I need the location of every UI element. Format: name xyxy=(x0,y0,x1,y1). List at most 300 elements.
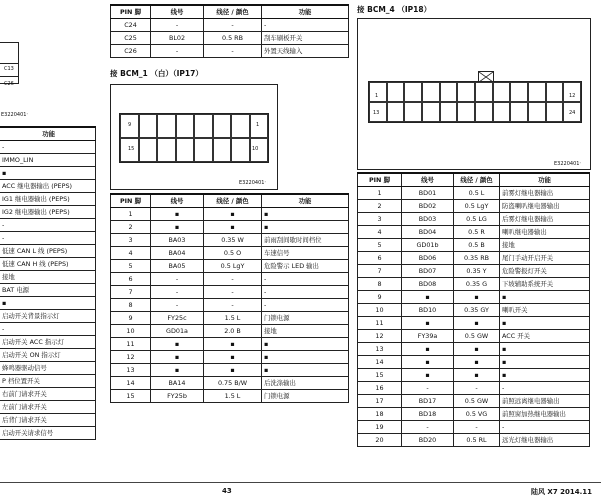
bcm4-table-row-cell: 下坡辅助系统开关 xyxy=(500,278,590,291)
left-table-row-cell: 右前门请求开关 xyxy=(0,388,96,401)
col-function: 功能 xyxy=(262,5,349,19)
bcm4-pin-table xyxy=(357,172,590,447)
bcm1-table-row-cell: - xyxy=(262,286,349,299)
bcm4-table-row-cell: ▪ xyxy=(500,317,590,330)
bcm4-table-row-cell: ▪ xyxy=(500,356,590,369)
bcm4-table-row-cell: 16 xyxy=(358,382,402,395)
bcm4-table-row-cell: - xyxy=(500,382,590,395)
bcm4-table-row-cell: 4 xyxy=(358,226,402,239)
bcm4-table-row-cell: ▪ xyxy=(402,317,454,330)
bcm4-table-row-cell: BD01 xyxy=(402,187,454,200)
bcm4-table-row-cell: 0.35 GY xyxy=(454,304,500,317)
bcm4-table-row-cell: 尾门手动开启开关 xyxy=(500,252,590,265)
connector-pin-cavity xyxy=(528,102,546,122)
bcm4-table-row-cell: ACC 开关 xyxy=(500,330,590,343)
left-table-row-cell: 后背门请求开关 xyxy=(0,414,96,427)
left-table-row-cell: ▪ xyxy=(0,167,96,180)
connector-pin-cavity xyxy=(493,102,511,122)
left-table-row-cell: 蜂鸣器驱动信号 xyxy=(0,362,96,375)
bcm1-table-row-cell: ▪ xyxy=(151,364,204,377)
bcm4-table-row-cell: ▪ xyxy=(402,356,454,369)
bcm4-table-row xyxy=(358,252,590,265)
bcm4-table-row xyxy=(358,434,590,447)
bcm1-table-row xyxy=(111,299,349,312)
bcm1-table-row-cell: ▪ xyxy=(262,351,349,364)
bcm4-col-gauge: 线径 / 颜色 xyxy=(454,173,500,187)
bcm1-title: 接 BCM_1 （白）（IP17） xyxy=(110,69,203,78)
top-table-row-cell: - xyxy=(204,45,262,58)
bcm4-table-row-cell: ▪ xyxy=(454,369,500,382)
bcm1-table-row-cell: 0.75 B/W xyxy=(204,377,262,390)
bcm4-label-12: 12 xyxy=(569,93,576,99)
top-table-row-cell: C25 xyxy=(111,32,151,45)
bcm4-table-row-cell: 0.5 LgY xyxy=(454,200,500,213)
bcm4-table-row-cell: 喇叭开关 xyxy=(500,304,590,317)
bcm1-table-row-cell: 前雨刮间歇时间档位 xyxy=(262,234,349,247)
bcm4-col-function: 功能 xyxy=(500,173,590,187)
bcm4-table-row-cell: ▪ xyxy=(454,317,500,330)
left-table-row-cell: BAT 电源 xyxy=(0,284,96,297)
bcm4-table-row xyxy=(358,291,590,304)
top-middle-table xyxy=(110,4,349,58)
left-table-row-cell: 启动开关 ACC 指示灯 xyxy=(0,336,96,349)
top-table-row-cell: - xyxy=(151,45,204,58)
connector-pin-cavity xyxy=(563,82,581,102)
bcm1-table-row-cell: BA14 xyxy=(151,377,204,390)
bcm4-table-row-cell: 0.5 VG xyxy=(454,408,500,421)
bcm4-table-row-cell: ▪ xyxy=(402,291,454,304)
bcm1-table-row-cell: 1.5 L xyxy=(204,390,262,403)
left-table-row xyxy=(0,245,96,258)
bcm4-label-13: 13 xyxy=(373,110,380,116)
bcm4-table-row-cell: - xyxy=(402,421,454,434)
left-table-row xyxy=(0,219,96,232)
bcm4-title: 接 BCM_4 （IP18） xyxy=(357,5,432,14)
bcm4-table-row-cell: BD20 xyxy=(402,434,454,447)
bcm1-col-pin: PIN 脚 xyxy=(111,194,151,208)
bcm1-table-row-cell: - xyxy=(151,286,204,299)
bcm1-table-row-cell: - xyxy=(262,273,349,286)
bcm1-table-row-cell: - xyxy=(204,299,262,312)
connector-pin-cavity xyxy=(475,82,493,102)
bcm1-table-row-cell: ▪ xyxy=(262,208,349,221)
connector-pin-cavity xyxy=(457,82,475,102)
connector-pin-cavity xyxy=(139,138,158,162)
connector-pin-cavity xyxy=(546,82,564,102)
bcm4-table-row xyxy=(358,330,590,343)
bcm4-table-row-cell: BD03 xyxy=(402,213,454,226)
top-table-row-cell: C26 xyxy=(111,45,151,58)
bcm4-table-row xyxy=(358,304,590,317)
left-table-row-cell: 启动开关 ON 指示灯 xyxy=(0,349,96,362)
left-table-row xyxy=(0,362,96,375)
bcm4-table-row-cell: 0.35 Y xyxy=(454,265,500,278)
bcm1-table-row-cell: ▪ xyxy=(204,364,262,377)
bcm4-table-row xyxy=(358,278,590,291)
col-wire: 线号 xyxy=(151,5,204,19)
left-table-row-cell: - xyxy=(0,323,96,336)
bcm4-table-row-cell: 0.5 LG xyxy=(454,213,500,226)
bcm1-pin-table xyxy=(110,193,349,403)
bcm4-table-row-cell: BD17 xyxy=(402,395,454,408)
bcm4-table-row xyxy=(358,200,590,213)
bcm4-table-row xyxy=(358,239,590,252)
bcm4-table-row-cell: ▪ xyxy=(500,369,590,382)
bcm4-table-row xyxy=(358,187,590,200)
bcm4-col-pin: PIN 脚 xyxy=(358,173,402,187)
left-table-row-cell: ▪ xyxy=(0,297,96,310)
connector-pin-cavity xyxy=(231,138,250,162)
left-table-row-cell: IG2 继电器输出 (PEPS) xyxy=(0,206,96,219)
left-function-table xyxy=(0,126,96,440)
left-table-row-cell: 左前门请求开关 xyxy=(0,401,96,414)
bcm1-table-row-cell: - xyxy=(151,299,204,312)
left-table-row xyxy=(0,297,96,310)
bcm1-table-row-cell: 2.0 B xyxy=(204,325,262,338)
connector-pin-cavity xyxy=(510,102,528,122)
bcm1-table-row-cell: ▪ xyxy=(151,221,204,234)
connector-pin-cavity xyxy=(139,114,158,138)
bcm4-table-row-cell: 后雾灯继电器输出 xyxy=(500,213,590,226)
left-table-row xyxy=(0,258,96,271)
bcm1-table-row xyxy=(111,221,349,234)
bcm4-table-row-cell: ▪ xyxy=(500,343,590,356)
bcm1-table-row xyxy=(111,325,349,338)
connector-pin-cavity xyxy=(422,82,440,102)
connector-pin-cavity xyxy=(176,114,195,138)
bcm1-col-wire: 线号 xyxy=(151,194,204,208)
bcm4-table-row-cell: BD10 xyxy=(402,304,454,317)
bcm1-table-row-cell: ▪ xyxy=(151,351,204,364)
bcm1-table-row-cell: ▪ xyxy=(262,364,349,377)
bcm4-table-row-cell: BD18 xyxy=(402,408,454,421)
bcm4-table-row-cell: BD04 xyxy=(402,226,454,239)
bcm4-table-row-cell: ▪ xyxy=(402,369,454,382)
left-table-row xyxy=(0,271,96,284)
bcm1-table-row-cell: GD01a xyxy=(151,325,204,338)
bcm1-table-row-cell: 危险警示 LED 输出 xyxy=(262,260,349,273)
bcm1-table-row-cell: FY25c xyxy=(151,312,204,325)
left-table-row-cell: 启动开关请求信号 xyxy=(0,427,96,440)
left-table-row xyxy=(0,427,96,440)
bcm1-table-row-cell: 12 xyxy=(111,351,151,364)
left-table-row xyxy=(0,180,96,193)
bcm4-table-row-cell: 接地 xyxy=(500,239,590,252)
bcm4-table-row-cell: ▪ xyxy=(454,291,500,304)
left-table-row xyxy=(0,388,96,401)
left-table-row xyxy=(0,141,96,154)
bcm4-image-code: E3220401‧ xyxy=(554,161,582,167)
bcm1-table-row-cell: 8 xyxy=(111,299,151,312)
bcm1-table-row xyxy=(111,338,349,351)
bcm4-table-row-cell: 19 xyxy=(358,421,402,434)
bcm4-table-row-cell: BD08 xyxy=(402,278,454,291)
connector-pin-cavity xyxy=(213,138,232,162)
bcm1-table-row-cell: ▪ xyxy=(204,208,262,221)
bcm1-table-row-cell: ▪ xyxy=(262,221,349,234)
bcm1-table-row xyxy=(111,312,349,325)
bcm1-table-row-cell: 4 xyxy=(111,247,151,260)
left-table-row xyxy=(0,349,96,362)
bcm4-table-row-cell: BD07 xyxy=(402,265,454,278)
bcm4-table-row-cell: 7 xyxy=(358,265,402,278)
bcm1-table-row-cell: BA03 xyxy=(151,234,204,247)
bcm1-col-gauge: 线径 / 颜色 xyxy=(204,194,262,208)
bcm4-table-row-cell: 防盗喇叭继电器输出 xyxy=(500,200,590,213)
left-table-row xyxy=(0,232,96,245)
footer-rule xyxy=(0,482,601,483)
bcm1-table-row xyxy=(111,273,349,286)
bcm1-connector-body xyxy=(119,113,269,163)
bcm1-table-row-cell: 9 xyxy=(111,312,151,325)
bcm1-table-row-cell: BA05 xyxy=(151,260,204,273)
bcm4-table-row-cell: BD02 xyxy=(402,200,454,213)
col-gauge: 线径 / 颜色 xyxy=(204,5,262,19)
bcm4-connector-frame xyxy=(357,18,591,170)
bcm4-table-row-cell: ▪ xyxy=(402,343,454,356)
connector-pin-cavity xyxy=(440,82,458,102)
bcm1-table-row-cell: 接地 xyxy=(262,325,349,338)
bcm4-table-row xyxy=(358,408,590,421)
top-table-row xyxy=(111,32,349,45)
bcm1-table-row-cell: FY25b xyxy=(151,390,204,403)
bcm1-table-row-cell: 1.5 L xyxy=(204,312,262,325)
bcm4-table-row-cell: 9 xyxy=(358,291,402,304)
bcm1-label-10: 10 xyxy=(252,146,259,152)
conn-label-c13: C13 xyxy=(4,66,14,72)
connector-pin-cavity xyxy=(422,102,440,122)
bcm4-table-row-cell: 0.35 G xyxy=(454,278,500,291)
left-image-code: E3220401‧ xyxy=(1,112,29,118)
left-table-row-cell: P 档位置开关 xyxy=(0,375,96,388)
connector-pin-cavity xyxy=(387,82,405,102)
bcm4-table-row-cell: 前照窗加热继电器输出 xyxy=(500,408,590,421)
bcm4-table-row xyxy=(358,369,590,382)
bcm4-table-row-cell: 前雾灯继电器输出 xyxy=(500,187,590,200)
bcm1-table-row xyxy=(111,260,349,273)
page-number: 43 xyxy=(222,487,232,495)
connector-pin-cavity xyxy=(404,102,422,122)
bcm4-table-row-cell: 12 xyxy=(358,330,402,343)
bcm1-table-row-cell: - xyxy=(204,273,262,286)
bcm1-table-row-cell: 2 xyxy=(111,221,151,234)
left-table-row xyxy=(0,375,96,388)
bcm1-table-row-cell: 0.5 LgY xyxy=(204,260,262,273)
left-table-row xyxy=(0,167,96,180)
bcm4-table-row-cell: - xyxy=(454,421,500,434)
bcm4-table-row-cell: 0.5 RL xyxy=(454,434,500,447)
left-table-row-cell: - xyxy=(0,232,96,245)
top-table-row-cell: 外置天线输入 xyxy=(262,45,349,58)
bcm4-table-row-cell: 0.5 GW xyxy=(454,330,500,343)
left-table-row xyxy=(0,284,96,297)
connector-pin-cavity xyxy=(194,114,213,138)
bcm1-table-row-cell: 车速信号 xyxy=(262,247,349,260)
top-table-row-cell: - xyxy=(151,19,204,32)
bcm1-table-row xyxy=(111,234,349,247)
bcm1-label-15: 15 xyxy=(128,146,135,152)
connector-pin-cavity xyxy=(404,82,422,102)
connector-pin-cavity xyxy=(176,138,195,162)
connector-pin-cavity xyxy=(231,114,250,138)
bcm4-table-row-cell: 18 xyxy=(358,408,402,421)
top-table-row xyxy=(111,45,349,58)
left-connector-diagram xyxy=(0,42,19,87)
connector-pin-cavity xyxy=(387,102,405,122)
connector-pin-cavity xyxy=(457,102,475,122)
bcm4-table-row-cell: ▪ xyxy=(454,356,500,369)
bcm1-col-function: 功能 xyxy=(262,194,349,208)
connector-pin-cavity xyxy=(528,82,546,102)
bcm1-table-row-cell: 0.35 W xyxy=(204,234,262,247)
bcm4-table-row-cell: 0.5 B xyxy=(454,239,500,252)
top-table-row-cell: C24 xyxy=(111,19,151,32)
connector-pin-cavity xyxy=(510,82,528,102)
bcm1-table-row xyxy=(111,208,349,221)
left-table-row-cell: - xyxy=(0,219,96,232)
conn-label-c26: C26 xyxy=(4,81,14,87)
bcm1-table-row-cell: 3 xyxy=(111,234,151,247)
top-table-row-cell: 刮车刷板开关 xyxy=(262,32,349,45)
connector-pin-cavity xyxy=(369,82,387,102)
bcm4-table-row-cell: 1 xyxy=(358,187,402,200)
connector-pin-cavity xyxy=(493,82,511,102)
bcm4-table-row-cell: 6 xyxy=(358,252,402,265)
bcm1-connector-frame xyxy=(110,84,278,190)
bcm4-table-row-cell: 17 xyxy=(358,395,402,408)
bcm1-table-row xyxy=(111,364,349,377)
left-table-row-cell: 接地 xyxy=(0,271,96,284)
bcm4-table-row-cell: 0.5 L xyxy=(454,187,500,200)
left-table-row-cell: 低速 CAN H 线 (PEPS) xyxy=(0,258,96,271)
brand-edition: 陆风 X7 2014.11 xyxy=(531,488,593,496)
left-table-row xyxy=(0,336,96,349)
bcm1-table-row-cell: 0.5 O xyxy=(204,247,262,260)
left-table-row-cell: - xyxy=(0,141,96,154)
bcm4-col-wire: 线号 xyxy=(402,173,454,187)
bcm4-table-row-cell: 危险警报灯开关 xyxy=(500,265,590,278)
bcm4-connector-body xyxy=(368,81,582,123)
bcm1-table-row xyxy=(111,286,349,299)
bcm4-table-row xyxy=(358,395,590,408)
bcm4-table-row-cell: 0.35 RB xyxy=(454,252,500,265)
bcm1-table-row-cell: 10 xyxy=(111,325,151,338)
top-table-row-cell: BL02 xyxy=(151,32,204,45)
left-table-row-cell: IG1 继电器输出 (PEPS) xyxy=(0,193,96,206)
bcm4-table-row-cell: - xyxy=(454,382,500,395)
left-table-row-cell: ACC 继电器输出 (PEPS) xyxy=(0,180,96,193)
connector-pin-cavity xyxy=(546,102,564,122)
bcm4-table-row-cell: ▪ xyxy=(454,343,500,356)
bcm1-table-row-cell: - xyxy=(151,273,204,286)
left-table-row xyxy=(0,310,96,323)
bcm4-table-row xyxy=(358,213,590,226)
bcm1-table-row-cell: 1 xyxy=(111,208,151,221)
left-table-row xyxy=(0,401,96,414)
bcm4-table-row-cell: - xyxy=(402,382,454,395)
bcm4-table-row-cell: 5 xyxy=(358,239,402,252)
connector-pin-cavity xyxy=(194,138,213,162)
top-table-row xyxy=(111,19,349,32)
top-table-row-cell: - xyxy=(262,19,349,32)
bcm1-table-row xyxy=(111,390,349,403)
left-table-row xyxy=(0,206,96,219)
connector-pin-cavity xyxy=(213,114,232,138)
bcm4-table-row-cell: 喇叭继电器输出 xyxy=(500,226,590,239)
bcm1-table-row-cell: 后洗涤输出 xyxy=(262,377,349,390)
bcm4-table-row-cell: 14 xyxy=(358,356,402,369)
bcm1-table-row-cell: 6 xyxy=(111,273,151,286)
bcm1-table-row-cell: ▪ xyxy=(204,338,262,351)
top-table-row-cell: 0.5 RB xyxy=(204,32,262,45)
col-pin: PIN 脚 xyxy=(111,5,151,19)
bcm4-table-row xyxy=(358,421,590,434)
bcm4-table-row-cell: BD06 xyxy=(402,252,454,265)
bcm1-table-row-cell: 门锁电源 xyxy=(262,390,349,403)
bcm1-table-row-cell: 14 xyxy=(111,377,151,390)
bcm4-table-row xyxy=(358,226,590,239)
bcm4-table-row xyxy=(358,382,590,395)
bcm4-table-row-cell: 0.5 R xyxy=(454,226,500,239)
bcm4-table-row-cell: - xyxy=(500,421,590,434)
bcm4-table-row-cell: 8 xyxy=(358,278,402,291)
left-table-row xyxy=(0,414,96,427)
bcm1-table-row-cell: ▪ xyxy=(204,221,262,234)
bcm1-table-row-cell: 15 xyxy=(111,390,151,403)
bcm4-label-1: 1 xyxy=(375,93,379,99)
bcm4-table-row-cell: 0.5 GW xyxy=(454,395,500,408)
bcm1-table-row-cell: 13 xyxy=(111,364,151,377)
left-table-header: 功能 xyxy=(0,127,96,141)
bcm1-image-code: E3220401‧ xyxy=(239,180,267,186)
bcm1-table-row-cell: 门锁电源 xyxy=(262,312,349,325)
left-table-row-cell: IMMO_LIN xyxy=(0,154,96,167)
bcm4-table-row-cell: GD01b xyxy=(402,239,454,252)
bcm1-table-row-cell: BA04 xyxy=(151,247,204,260)
bcm4-table-row-cell: 远光灯继电器输出 xyxy=(500,434,590,447)
connector-pin-cavity xyxy=(440,102,458,122)
bcm1-label-1: 1 xyxy=(256,122,260,128)
bcm1-table-row-cell: ▪ xyxy=(204,351,262,364)
left-table-row xyxy=(0,323,96,336)
bcm4-table-row-cell: FY39a xyxy=(402,330,454,343)
bcm1-table-row-cell: ▪ xyxy=(151,208,204,221)
bcm1-table-row-cell: 7 xyxy=(111,286,151,299)
bcm4-table-row xyxy=(358,265,590,278)
bcm4-table-row-cell: 2 xyxy=(358,200,402,213)
bcm4-table-row-cell: 20 xyxy=(358,434,402,447)
bcm1-table-row-cell: - xyxy=(262,299,349,312)
connector-pin-cavity xyxy=(157,114,176,138)
connector-pin-cavity xyxy=(157,138,176,162)
bcm4-table-row-cell: 10 xyxy=(358,304,402,317)
bcm1-table-row-cell: 11 xyxy=(111,338,151,351)
bcm1-table-row-cell: ▪ xyxy=(151,338,204,351)
left-table-row-cell: 启动开关背景指示灯 xyxy=(0,310,96,323)
bcm1-table-row-cell: - xyxy=(204,286,262,299)
bcm4-table-row xyxy=(358,343,590,356)
bcm1-table-row-cell: ▪ xyxy=(262,338,349,351)
bcm4-table-row-cell: 15 xyxy=(358,369,402,382)
bcm4-label-24: 24 xyxy=(569,110,576,116)
connector-pin-cavity xyxy=(475,102,493,122)
bcm4-table-row xyxy=(358,356,590,369)
bcm4-table-row xyxy=(358,317,590,330)
bcm1-table-row xyxy=(111,247,349,260)
bcm4-table-row-cell: 前照远离继电器输出 xyxy=(500,395,590,408)
bcm1-table-row xyxy=(111,351,349,364)
bcm4-table-row-cell: 3 xyxy=(358,213,402,226)
